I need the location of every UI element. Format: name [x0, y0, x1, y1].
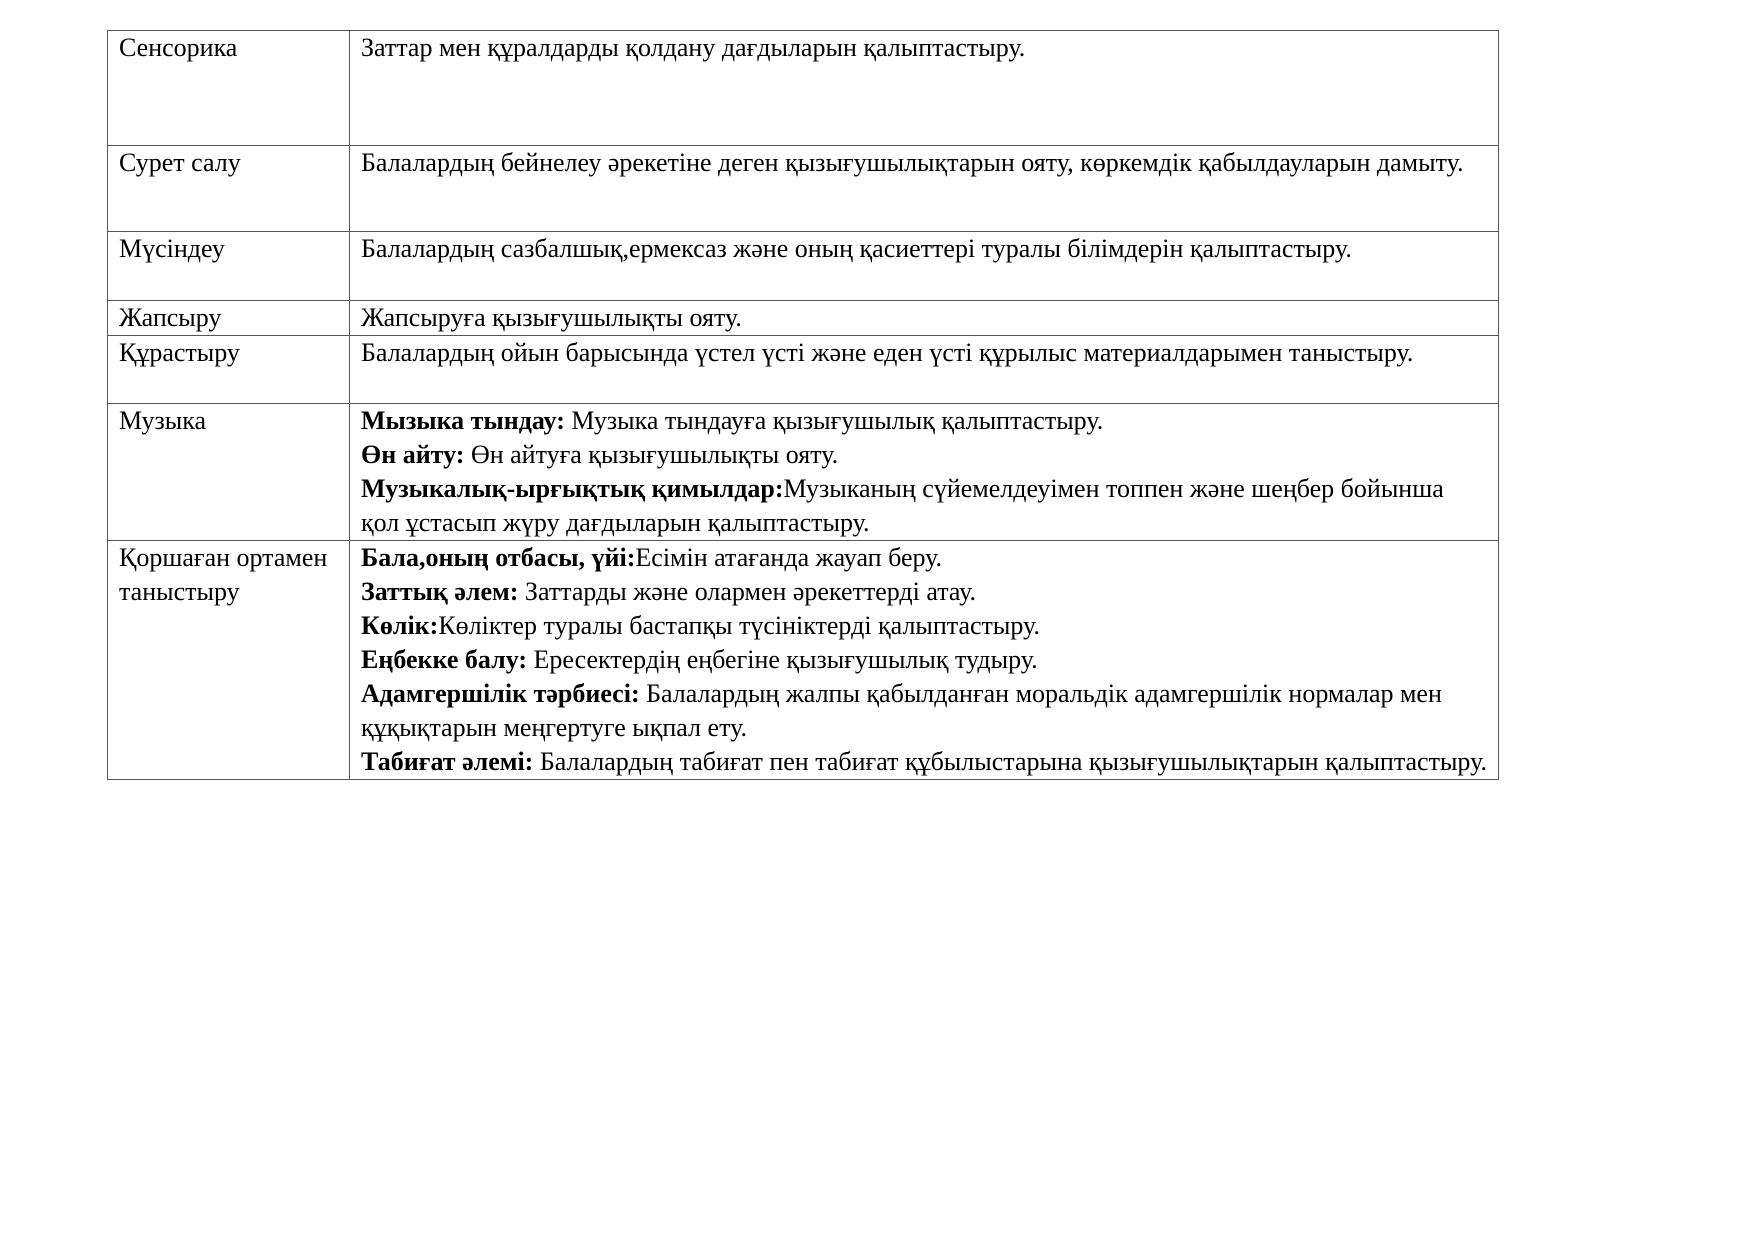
line-text: Көліктер туралы бастапқы түсініктерді қалыптастыру. — [438, 611, 1040, 640]
content-line — [361, 472, 1488, 540]
table-row-modeling — [108, 232, 1499, 301]
line-label: Бала,оның отбасы, үйі: — [361, 543, 636, 572]
content-line — [361, 609, 1488, 643]
table-row-applique — [108, 301, 1499, 336]
line-text: Өн айтуға қызығушылықты ояту. — [464, 440, 839, 469]
content-cell: Балалардың ойын барысында үстел үсті және еден үсті құрылыс материалдарымен таныстыру. — [350, 336, 1499, 404]
content-cell — [350, 404, 1499, 541]
line-text: Музыка тындауға қызығушылық қалыптастыру. — [564, 406, 1104, 435]
content-cell: Балалардың бейнелеу әрекетіне деген қызығушылықтарын ояту, көркемдік қабылдауларын дамыту. — [350, 146, 1499, 232]
line-text: Балалардың табиғат пен табиғат құбылыстарына қызығушылықтарын қалыптастыру. — [533, 747, 1487, 776]
subject-cell: Мүсіндеу — [108, 232, 350, 301]
table-row-sensorika — [108, 31, 1499, 146]
line-label: Еңбекке балу: — [361, 645, 528, 674]
content-line — [361, 438, 1488, 472]
subject-cell: Құрастыру — [108, 336, 350, 404]
content-line — [361, 541, 1488, 575]
table-row-drawing — [108, 146, 1499, 232]
subject-cell: Сенсорика — [108, 31, 350, 146]
line-text: Ересектердің еңбегіне қызығушылық тудыру. — [527, 645, 1038, 674]
subject-cell: Қоршаған ортамен таныстыру — [108, 541, 350, 780]
table-row-construction — [108, 336, 1499, 404]
line-label: Музыкалық-ырғықтық қимылдар: — [361, 474, 784, 503]
line-label: Заттық әлем: — [361, 577, 519, 606]
line-label: Көлік: — [361, 611, 439, 640]
content-cell — [350, 541, 1499, 780]
content-cell: Жапсыруға қызығушылықты ояту. — [350, 301, 1499, 336]
line-text: Музыканың сүйемелдеуімен топпен және шеңбер бойынша қол ұстасып жүру дағдыларын қалыптастыру. — [361, 474, 1444, 537]
table-row-music — [108, 404, 1499, 541]
line-text: Балалардың жалпы қабылданған моральдік адамгершілік нормалар мен құқықтарын меңгертуге ықпал ету. — [361, 679, 1442, 742]
subject-cell: Жапсыру — [108, 301, 350, 336]
line-text: Заттарды және олармен әрекеттерді атау. — [518, 577, 977, 606]
table-row-environment — [108, 541, 1499, 780]
content-line — [361, 745, 1488, 779]
line-label: Адамгершілік тәрбиесі: — [361, 679, 640, 708]
line-text: Есімін атағанда жауап беру. — [635, 543, 943, 572]
content-cell: Заттар мен құралдарды қолдану дағдыларын қалыптастыру. — [350, 31, 1499, 146]
content-line — [361, 575, 1488, 609]
line-label: Мызыка тындау: — [361, 406, 565, 435]
content-line — [361, 677, 1488, 745]
subject-cell: Сурет салу — [108, 146, 350, 232]
subject-cell: Музыка — [108, 404, 350, 541]
line-label: Табиғат әлемі: — [361, 747, 534, 776]
content-line — [361, 643, 1488, 677]
content-cell: Балалардың сазбалшық,ермексаз және оның қасиеттері туралы білімдерін қалыптастыру. — [350, 232, 1499, 301]
line-label: Өн айту: — [361, 440, 465, 469]
curriculum-table — [107, 30, 1499, 780]
content-line — [361, 404, 1488, 438]
